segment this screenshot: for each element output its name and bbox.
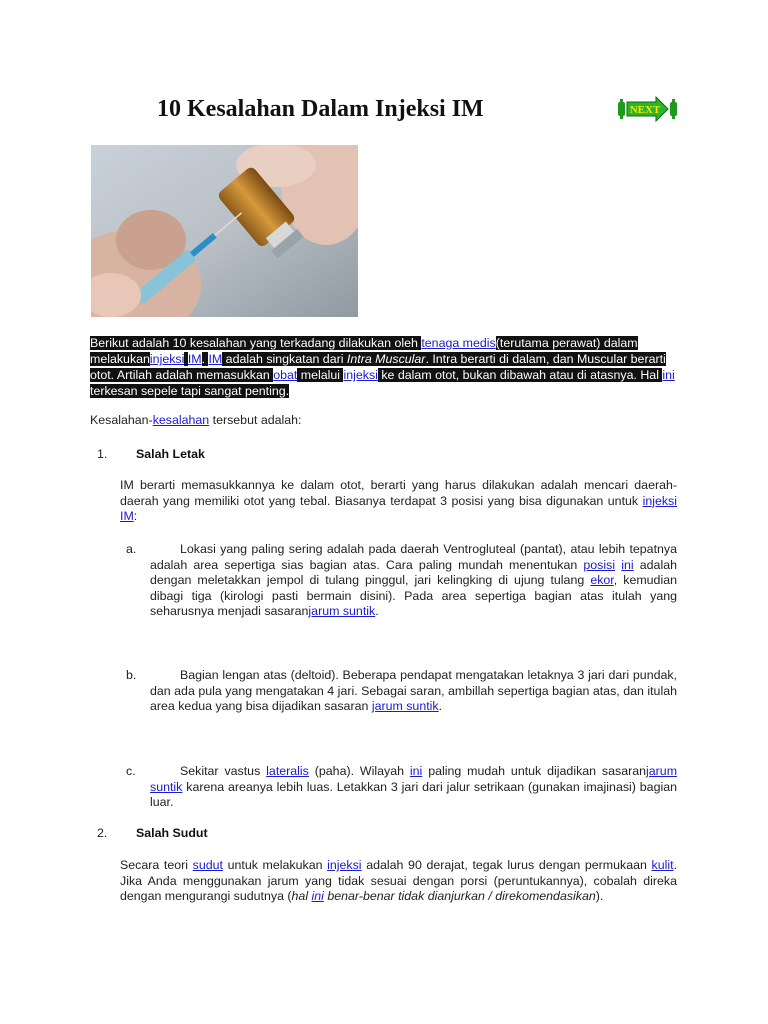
sublist-item bbox=[150, 542, 677, 620]
link-injeksi[interactable]: injeksi bbox=[327, 858, 362, 872]
link-tenaga-medis[interactable]: tenaga medis bbox=[421, 336, 496, 350]
intro-text: . Intra berarti di dalam, dan Muscular berarti otot. Artilah adalah memasukkan bbox=[90, 352, 666, 382]
paragraph-text: : bbox=[133, 509, 138, 523]
item-text: adalah dengan meletakkan jempol di tulang pinggul, jari kelingking di ujung tulang bbox=[150, 557, 677, 587]
item-text: , kemudian dibagi tiga (kirologi pasti bermain disini). Pada area sepertiga bagian atas itulah yang seharusnya menjadi sasaran bbox=[150, 573, 677, 618]
intro-italic-term: Intra Muscular bbox=[346, 352, 426, 366]
link-kesalahan[interactable]: kesalahan bbox=[152, 413, 210, 427]
lead-text: Kesalahan- bbox=[90, 413, 153, 427]
italic-text: hal bbox=[291, 889, 312, 903]
link-injeksi[interactable]: injeksi bbox=[149, 352, 185, 366]
sublist-item bbox=[150, 668, 677, 715]
item-text: Lokasi yang paling sering adalah pada daerah Ventrogluteal (pantat), atau lebih tepatnya adalah area sepertiga sias bagian atas. Cara paling mundah menentukan bbox=[150, 542, 677, 572]
intro-paragraph bbox=[90, 335, 680, 399]
intro-text: Berikut adalah 10 kesalahan yang terkadang dilakukan oleh bbox=[90, 336, 422, 350]
paragraph-text: Secara teori bbox=[120, 858, 193, 872]
link-kulit[interactable]: kulit bbox=[651, 858, 674, 872]
intro-text: melalui bbox=[297, 368, 344, 382]
next-arrow-icon bbox=[616, 96, 678, 122]
link-jarum-suntik[interactable]: jarum suntik bbox=[150, 764, 678, 794]
link-injeksi[interactable]: injeksi bbox=[642, 493, 677, 508]
intro-text: . bbox=[201, 352, 209, 366]
sublist-item bbox=[150, 764, 677, 811]
section-paragraph bbox=[120, 478, 677, 525]
link-im[interactable]: IM bbox=[208, 352, 223, 366]
link-ini[interactable]: ini bbox=[621, 557, 634, 572]
lead-paragraph bbox=[90, 413, 680, 429]
intro-text: adalah singkatan dari bbox=[222, 352, 347, 366]
intro-text: ke dalam otot, bukan dibawah atau di atasnya. Hal bbox=[377, 368, 663, 382]
intro-text: terkesan sepele tapi sangat penting. bbox=[90, 384, 290, 398]
item-text: karena areanya lebih luas. Letakkan 3 jari dari jalur setrikaan (gunakan imajinasi) bagian luar. bbox=[150, 779, 677, 809]
paragraph-text: ). bbox=[595, 889, 604, 903]
list-number: 1. bbox=[97, 447, 108, 461]
paragraph-text: adalah 90 derajat, tegak lurus dengan permukaan bbox=[361, 858, 652, 872]
paragraph-text: untuk melakukan bbox=[222, 858, 328, 872]
link-ini[interactable] bbox=[312, 889, 324, 903]
sublist-label: c. bbox=[126, 764, 136, 778]
link-jarum-suntik[interactable]: jarum suntik bbox=[308, 604, 376, 618]
italic-text: benar-benar tidak dianjurkan / direkomendasikan bbox=[323, 889, 596, 903]
item-text: (paha). Wilayah bbox=[308, 764, 410, 778]
paragraph-text: . Jika Anda menggunakan jarum yang tidak sesuai dengan porsi (peruntukannya), cobalah direka dengan mengurangi sudutnya ( bbox=[120, 858, 678, 903]
section-heading: Salah Sudut bbox=[136, 826, 208, 840]
item-text: Bagian lengan atas (deltoid). Beberapa pendapat mengatakan letaknya 3 jari dari pundak, dan ada pula yang mengatakan 4 jari. Sebagai saran, ambillah sepertiga bagian atas, dan itulah area kedua yang bisa dijadikan sasaran bbox=[150, 668, 677, 713]
section-paragraph bbox=[120, 858, 677, 905]
link-jarum-suntik[interactable]: jarum suntik bbox=[371, 699, 439, 713]
paragraph-text: IM berarti memasukkannya ke dalam otot, berarti yang harus dilakukan adalah mencari daerah-daerah yang memiliki otot yang tebal. Biasanya terdapat 3 posisi yang bisa digunakan untuk bbox=[120, 478, 677, 508]
link-lateralis[interactable]: lateralis bbox=[266, 764, 309, 778]
intro-text: (terutama perawat) dalam melakukan bbox=[90, 336, 638, 366]
item-text: Sekitar vastus bbox=[180, 764, 267, 778]
link-im[interactable]: IM bbox=[187, 352, 202, 366]
injection-photo bbox=[91, 145, 358, 317]
item-text: paling mudah untuk dijadikan sasaran bbox=[422, 764, 647, 778]
next-label: NEXT bbox=[629, 104, 661, 116]
item-text: . bbox=[375, 604, 379, 618]
sublist-label: a. bbox=[126, 542, 137, 556]
section-heading: Salah Letak bbox=[136, 447, 205, 461]
link-ekor[interactable]: ekor bbox=[590, 573, 614, 587]
item-text: . bbox=[438, 699, 443, 713]
link-ini[interactable]: ini bbox=[662, 368, 675, 382]
link-posisi[interactable]: posisi bbox=[583, 557, 616, 572]
link-obat[interactable]: obat bbox=[273, 368, 298, 382]
italic-link-text: ini bbox=[311, 889, 324, 903]
sublist-label: b. bbox=[126, 668, 137, 682]
next-button[interactable] bbox=[616, 96, 678, 122]
link-injeksi[interactable]: injeksi bbox=[343, 368, 378, 382]
link-im[interactable]: IM bbox=[120, 509, 134, 523]
link-ini[interactable]: ini bbox=[409, 764, 423, 778]
page-title: 10 Kesalahan Dalam Injeksi IM bbox=[157, 96, 484, 122]
link-sudut[interactable]: sudut bbox=[192, 858, 223, 872]
list-number: 2. bbox=[97, 826, 108, 840]
lead-text: tersebut adalah: bbox=[209, 413, 302, 427]
